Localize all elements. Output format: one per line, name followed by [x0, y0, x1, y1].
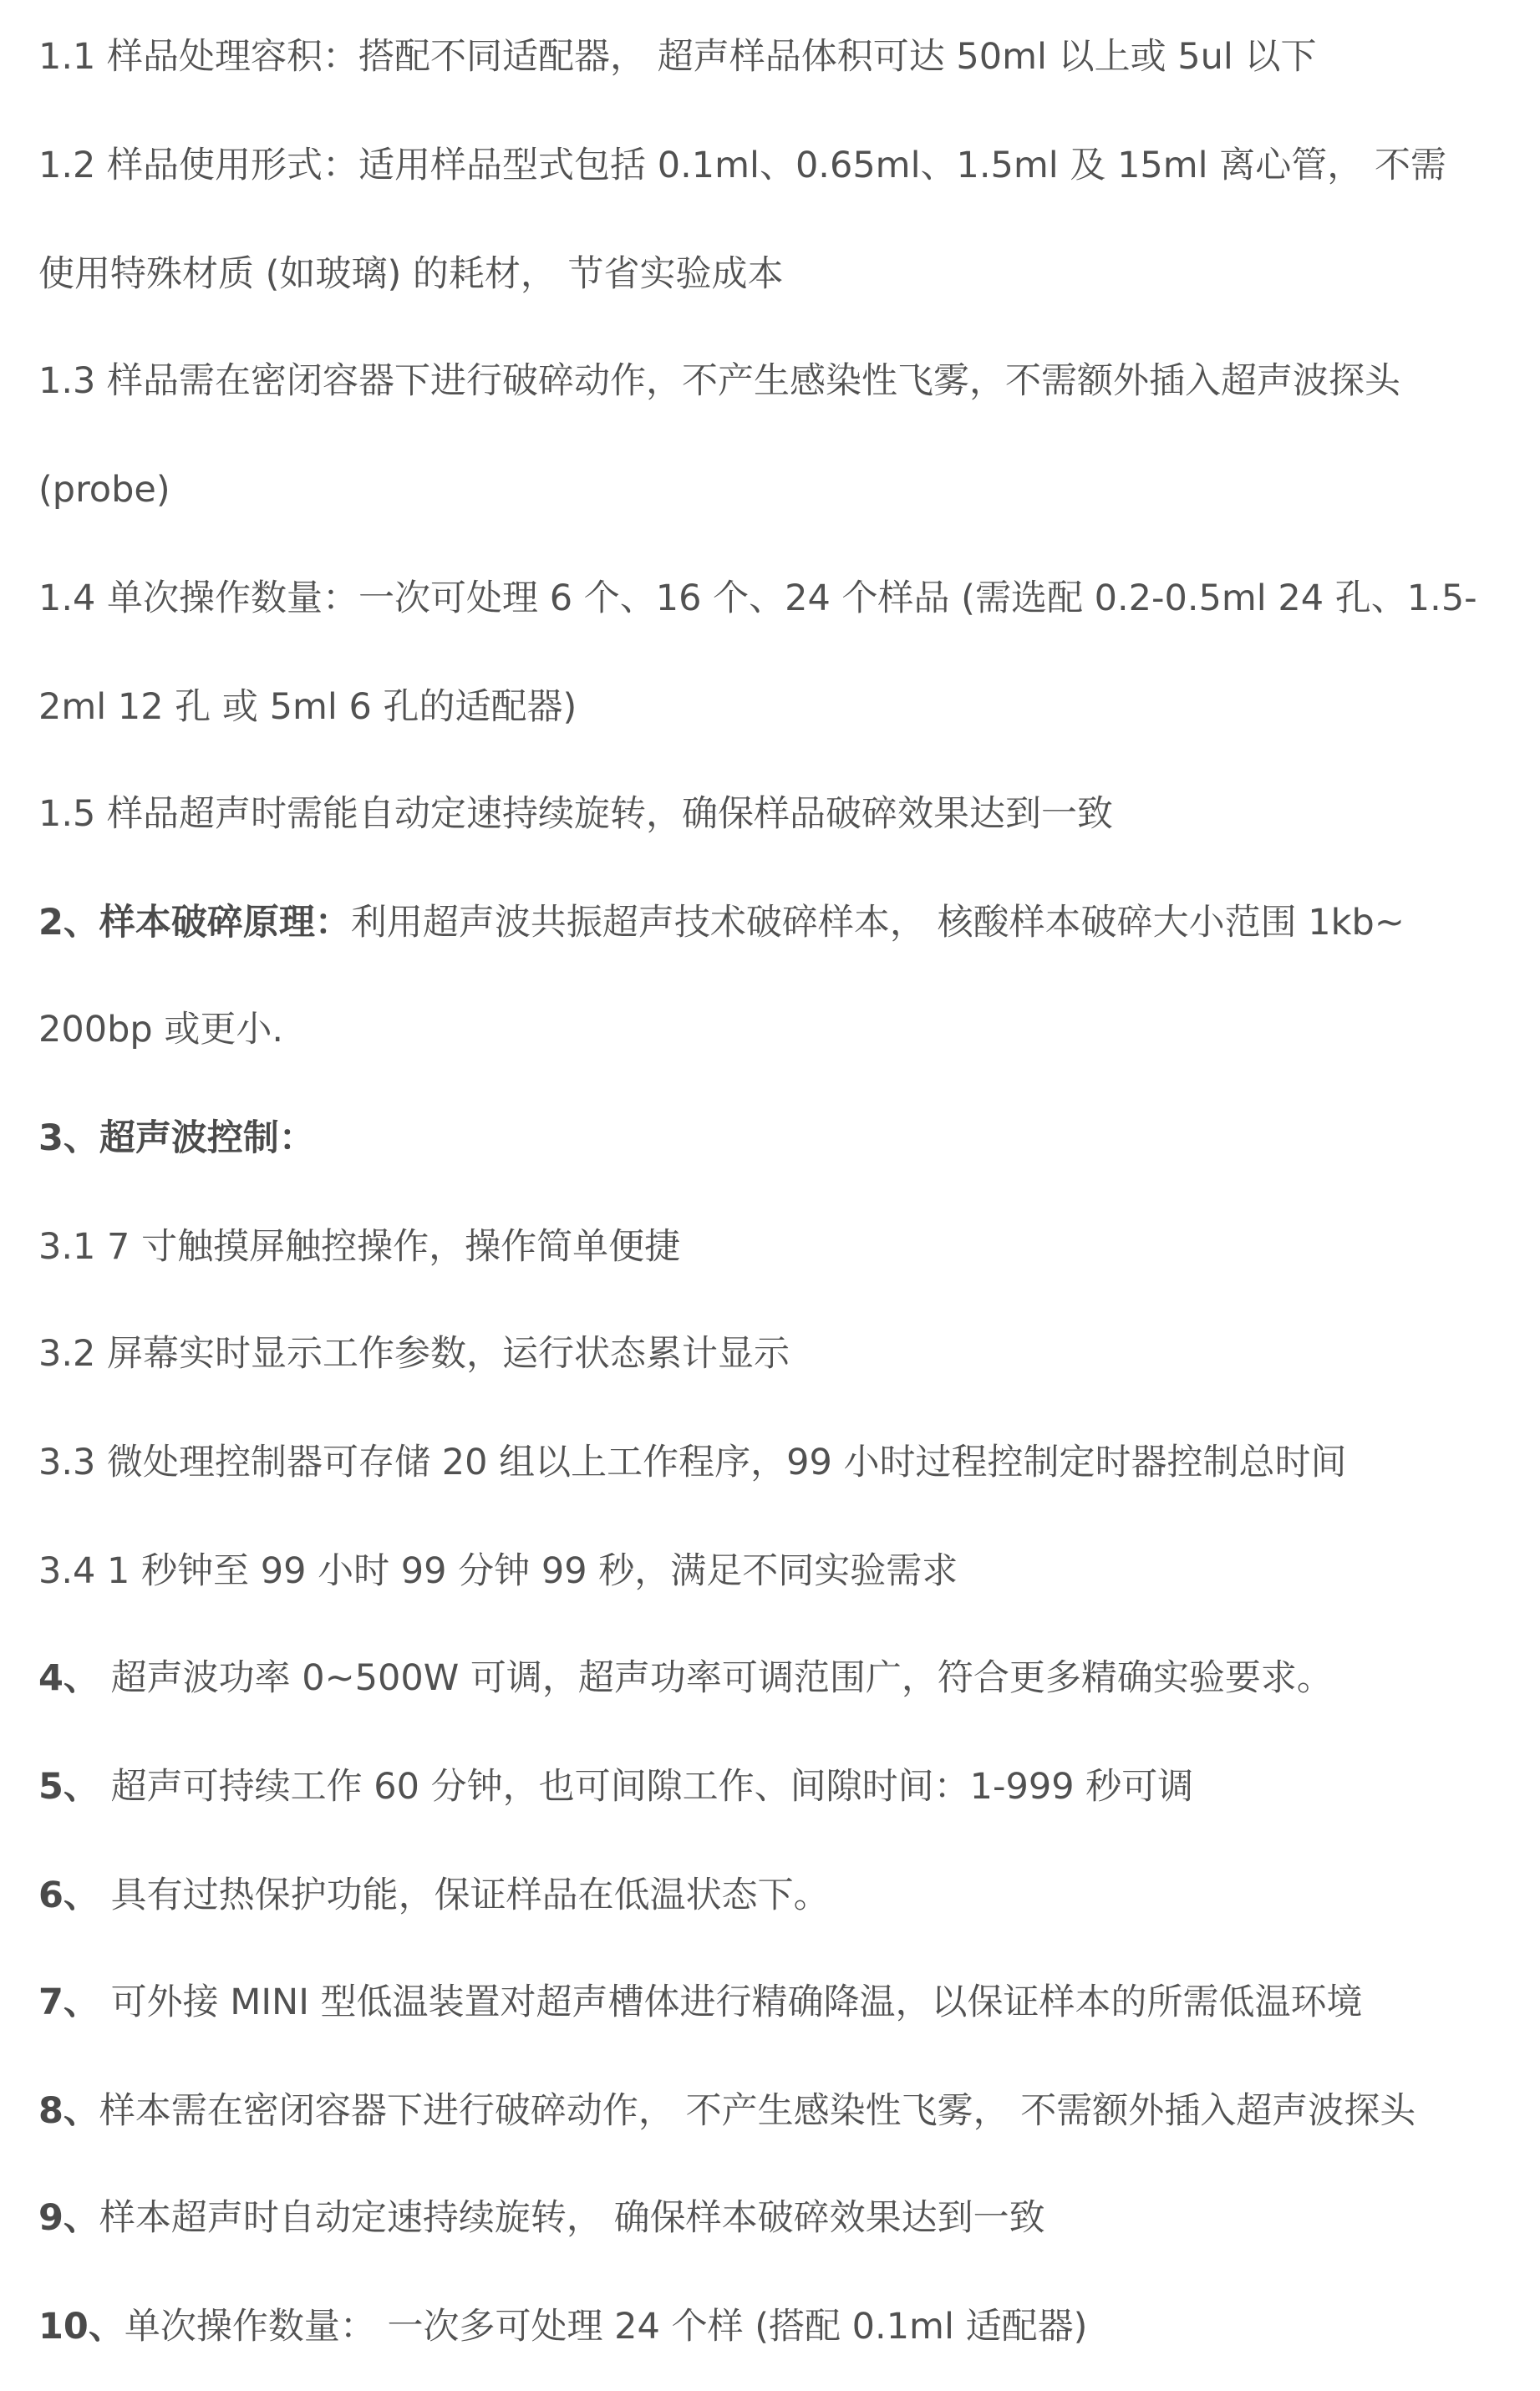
spec-line-bold: 6、	[38, 1875, 99, 1916]
spec-line-2-cont	[38, 1005, 1507, 1055]
spec-line-9	[38, 2193, 1507, 2243]
spec-line-text: 2ml 12 孔 或 5ml 6 孔的适配器)	[38, 686, 577, 728]
spec-line-bold: 9、	[38, 2197, 99, 2239]
spec-line-2	[38, 898, 1507, 948]
spec-line-text: 1.4 单次操作数量：一次可处理 6 个、16 个、24 个样品 (需选配 0.2-0.5ml 24 孔、1.5-	[38, 577, 1477, 619]
spec-line-1-3-cont	[38, 465, 1507, 515]
spec-line-10	[38, 2302, 1507, 2352]
spec-line-bold: 4、	[38, 1657, 99, 1699]
spec-line-text: 1.2 样品使用形式：适用样品型式包括 0.1ml、0.65ml、1.5ml 及 15ml 离心管， 不需	[38, 145, 1446, 186]
spec-line-bold: 10、	[38, 2306, 125, 2348]
spec-line-1-1	[38, 32, 1507, 82]
spec-line-bold: 2、样本破碎原理：	[38, 902, 351, 944]
spec-line-4	[38, 1653, 1507, 1703]
spec-line-text: 3.1 7 寸触摸屏触控操作，操作简单便捷	[38, 1226, 681, 1268]
spec-heading-3	[38, 1113, 1507, 1163]
spec-line-bold: 8、	[38, 2090, 99, 2132]
spec-line-7	[38, 1977, 1507, 2027]
spec-line-text: 样本超声时自动定速持续旋转， 确保样本破碎效果达到一致	[99, 2197, 1045, 2239]
spec-line-text: 可外接 MINI 型低温装置对超声槽体进行精确降温，以保证样本的所需低温环境	[99, 1981, 1363, 2023]
spec-line-text: (probe)	[38, 469, 170, 511]
spec-line-text: 样本需在密闭容器下进行破碎动作， 不产生感染性飞雾， 不需额外插入超声波探头	[99, 2090, 1416, 2132]
spec-line-1-4-cont	[38, 682, 1507, 732]
spec-line-text: 1.3 样品需在密闭容器下进行破碎动作，不产生感染性飞雾，不需额外插入超声波探头	[38, 360, 1401, 402]
spec-line-text: 利用超声波共振超声技术破碎样本， 核酸样本破碎大小范围 1kb~	[350, 902, 1405, 944]
spec-line-6	[38, 1870, 1507, 1920]
spec-line-1-3	[38, 356, 1507, 406]
spec-line-3-4	[38, 1546, 1507, 1596]
spec-line-8	[38, 2086, 1507, 2136]
spec-line-1-4	[38, 573, 1507, 623]
spec-line-bold: 3、超声波控制：	[38, 1117, 315, 1159]
spec-line-text: 1.1 样品处理容积：搭配不同适配器， 超声样品体积可达 50ml 以上或 5ul 以下	[38, 36, 1317, 78]
spec-line-text: 200bp 或更小.	[38, 1009, 284, 1051]
spec-line-text: 超声可持续工作 60 分钟，也可间隙工作、间隙时间：1-999 秒可调	[99, 1766, 1194, 1808]
spec-line-text: 3.3 微处理控制器可存储 20 组以上工作程序，99 小时过程控制定时器控制总时间	[38, 1442, 1347, 1483]
spec-line-bold: 5、	[38, 1766, 99, 1808]
spec-line-text: 使用特殊材质 (如玻璃) 的耗材， 节省实验成本	[38, 253, 784, 295]
spec-line-text: 单次操作数量： 一次多可处理 24 个样 (搭配 0.1ml 适配器)	[124, 2306, 1088, 2348]
spec-line-3-3	[38, 1437, 1507, 1488]
spec-line-3-1	[38, 1222, 1507, 1272]
spec-line-bold: 7、	[38, 1981, 99, 2023]
spec-line-1-5	[38, 789, 1507, 839]
spec-line-text: 1.5 样品超声时需能自动定速持续旋转，确保样品破碎效果达到一致	[38, 793, 1114, 835]
spec-line-text: 3.2 屏幕实时显示工作参数，运行状态累计显示	[38, 1333, 790, 1375]
spec-line-text: 具有过热保护功能，保证样品在低温状态下。	[99, 1875, 830, 1916]
spec-line-5	[38, 1762, 1507, 1812]
spec-line-text: 3.4 1 秒钟至 99 小时 99 分钟 99 秒，满足不同实验需求	[38, 1550, 958, 1592]
spec-line-text: 超声波功率 0~500W 可调，超声功率可调范围广，符合更多精确实验要求。	[99, 1657, 1333, 1699]
spec-line-3-2	[38, 1329, 1507, 1379]
spec-line-1-2-cont	[38, 249, 1507, 299]
spec-line-1-2	[38, 140, 1507, 191]
